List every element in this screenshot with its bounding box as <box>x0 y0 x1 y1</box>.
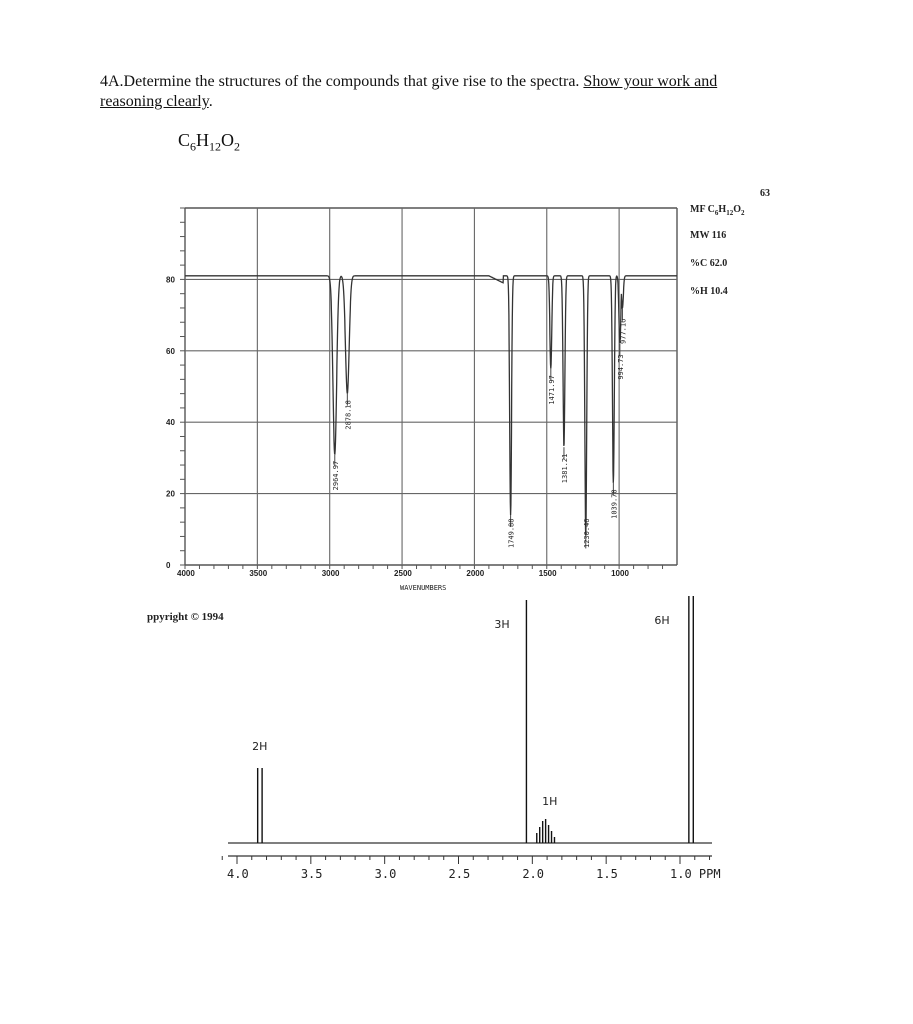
ir-peak-label: 2964.97 <box>331 460 340 491</box>
question-prefix: 4A.Determine the structures of the compounds that give rise to the spectra. <box>100 73 584 90</box>
question-suffix: . <box>208 93 213 110</box>
nmr-ticks <box>222 856 709 864</box>
ir-percent-h: %H 10.4 <box>690 286 728 297</box>
ir-peak-label: 994.73 <box>616 354 625 380</box>
ir-y-tick-label: 60 <box>166 346 175 356</box>
ir-peak-label: 1039.78 <box>610 489 619 519</box>
ir-peak-label: 1381.21 <box>560 453 569 484</box>
ir-peak-lines <box>335 308 623 548</box>
ir-x-tick-label: 3500 <box>249 569 268 578</box>
nmr-tick-labels <box>227 867 721 881</box>
ir-peak-label: 2878.18 <box>344 400 353 430</box>
ir-left-ticks <box>180 208 663 569</box>
ir-grid <box>185 208 677 565</box>
nmr-tick-label: 3.0 <box>374 867 397 881</box>
ir-y-tick-labels <box>166 275 175 570</box>
nmr-tick-label: 1.5 <box>596 867 618 881</box>
ir-spectrum-trace <box>185 276 677 536</box>
ir-peak-label: 1230.46 <box>582 518 591 548</box>
ir-x-tick-label: 1500 <box>538 569 557 578</box>
ir-peak-label: 1471.97 <box>547 375 556 405</box>
nmr-tick-label: 2.5 <box>448 867 471 881</box>
ir-mf: MF $C_6H_{12}O_2$ <box>690 204 745 217</box>
ir-y-tick-label: 20 <box>166 489 175 499</box>
molecular-formula: $C_6H_{12}O_2$ <box>178 130 241 154</box>
ir-mw: MW 116 <box>690 230 727 241</box>
question-underlined-2: reasoning clearly <box>100 93 209 110</box>
nmr-integrations <box>252 614 669 808</box>
ir-x-tick-label: 2000 <box>466 569 485 578</box>
nmr-integration-label: 1H <box>542 795 558 808</box>
nmr-tick-label: 3.5 <box>300 867 323 881</box>
question-underlined-1: Show your work and <box>583 73 718 90</box>
ir-percent-c: %C 62.0 <box>690 258 728 269</box>
ir-frame <box>185 208 677 565</box>
ir-x-tick-label: 2500 <box>394 569 412 578</box>
ir-side-number: 63 <box>760 188 770 199</box>
ir-y-tick-label: 80 <box>166 275 175 285</box>
copyright-text: ppyright © 1994 <box>147 611 224 623</box>
ir-x-tick-label: 3000 <box>321 569 340 578</box>
nmr-integration-label: 3H <box>494 618 510 631</box>
ir-x-tick-label: 4000 <box>177 569 195 578</box>
ir-peak-label: 977.16 <box>619 318 628 344</box>
ir-x-tick-label: 1000 <box>611 569 629 578</box>
nmr-tick-label: 2.0 <box>522 867 545 881</box>
nmr-peaks <box>258 596 694 843</box>
nmr-integration-label: 6H <box>654 614 670 627</box>
nmr-integration-label: 2H <box>252 740 268 753</box>
ir-peak-labels <box>332 319 628 548</box>
ir-y-tick-label: 0 <box>166 561 171 570</box>
ir-x-tick-labels <box>177 569 629 578</box>
nmr-tick-label: 1.0 PPM <box>670 867 721 881</box>
ir-y-tick-label: 40 <box>166 418 175 428</box>
ir-peak-label: 1749.88 <box>507 518 516 548</box>
nmr-tick-label: 4.0 <box>227 867 249 881</box>
ir-x-axis-label: WAVENUMBERS <box>400 584 447 592</box>
